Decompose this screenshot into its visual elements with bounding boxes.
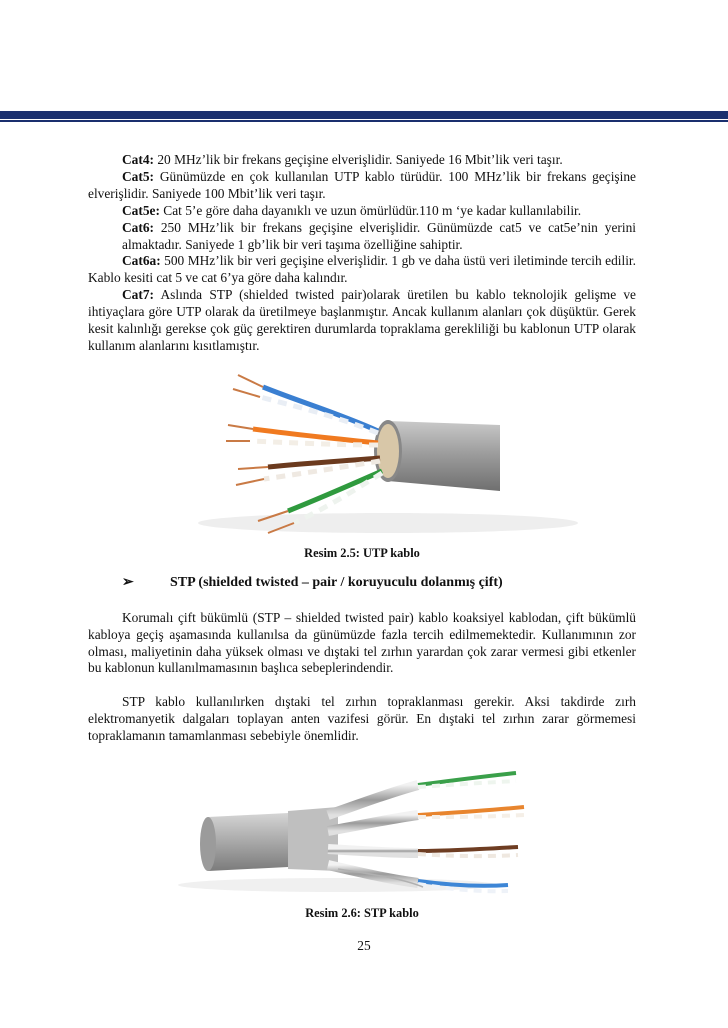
paragraph-cat5 bbox=[88, 169, 636, 203]
header-rule-thin bbox=[0, 120, 728, 122]
label-cat5: Cat5: bbox=[122, 168, 154, 184]
label-cat6a: Cat6a: bbox=[122, 253, 161, 269]
page-number: 25 bbox=[357, 938, 371, 953]
text-cat6a: 500 MHz’lik bir veri geçişine elverişlidir. 1 gb ve daha üstü veri iletiminde tercih edilir. Kablo kesiti cat 5 ve cat 6’ya göre daha kalındır. bbox=[88, 253, 636, 286]
stp-paragraph-1: Korumalı çift bükümlü (STP – shielded twisted pair) kablo koaksiyel kablodan, çift bükümlü kabloya geçiş aşamasında kullanılsa da günümüzde fazla tercih edilmemektedir. Kullanımının zor olması, maliyetinin daha yüksek olması ve dıştaki tel zırhın yarardan çok zarar vermesi gibi etkenler bu kablonun kullanılmamasının başlıca sebeplerindendir. bbox=[88, 609, 636, 676]
label-cat4: Cat4: bbox=[122, 152, 154, 167]
arrow-bullet-icon: ➢ bbox=[122, 574, 134, 590]
stp-cable-figure bbox=[88, 767, 636, 895]
stp-heading-text: STP (shielded twisted – pair / koruyuculu dolanmış çift) bbox=[170, 574, 503, 590]
stp-cable-image bbox=[88, 767, 636, 895]
paragraph-cat5e bbox=[88, 203, 636, 220]
figure-caption-stp: Resim 2.6: STP kablo bbox=[305, 906, 419, 921]
text-cat4: 20 MHz’lik bir frekans geçişine elverişlidir. Saniyede 16 Mbit’lik veri taşır. bbox=[153, 152, 563, 167]
label-cat7: Cat7: bbox=[122, 287, 154, 303]
paragraph-cat4 bbox=[88, 152, 636, 169]
text-cat5e: Cat 5’e göre daha dayanıklı ve uzun ömürlüdür.110 m ‘ye kadar kullanılabilir. bbox=[159, 202, 582, 218]
page-content bbox=[88, 152, 636, 922]
text-cat6: 250 MHz’lik bir frekans geçişine elverişlidir. Günümüzde cat5 ve cat5e’nin yerini almaktadır. Saniyede 1 gb’lik bir veri taşıma özelliğine sahiptir. bbox=[122, 219, 636, 252]
paragraph-spacer bbox=[88, 677, 636, 694]
label-cat5e: Cat5e: bbox=[122, 202, 160, 218]
text-cat7: Aslında STP (shielded twisted pair)olarak üretilen bu kablo teknolojik gelişme ve ihtiyaçlara göre UTP olarak da üretilmeye başlanmıştır. Ancak kullanım alanları çok düşüktür. Gerek kesit kalınlığı gerekse çok güç gerektiren durumlarda topraklama gerekliliği bu kablonun UTP olarak kullanım alanlarını kısıtlamıştır. bbox=[88, 287, 636, 353]
text-cat5: Günümüzde en çok kullanılan UTP kablo türüdür. 100 MHz’lik bir frekans geçişine elverişlidir. Saniyede 100 Mbit’lik veri taşır. bbox=[88, 168, 636, 201]
utp-cable-figure bbox=[88, 363, 636, 541]
stp-section-heading bbox=[88, 575, 636, 592]
stp-paragraph-2: STP kablo kullanılırken dıştaki tel zırhın topraklanması gerekir. Aksi takdirde zırh elektromanyetik dalgaları toplayan anten vazifesi görür. En dıştaki tel zırhın zarar görmemesi topraklamanın tamamlanması sebebiyle önemlidir. bbox=[88, 694, 636, 744]
paragraph-cat6 bbox=[88, 220, 636, 254]
figure-caption-utp: Resim 2.5: UTP kablo bbox=[304, 545, 420, 560]
label-cat6: Cat6: bbox=[122, 219, 154, 235]
header-rule bbox=[0, 111, 728, 119]
paragraph-cat6a bbox=[88, 253, 636, 287]
utp-cable-image bbox=[88, 363, 636, 541]
paragraph-cat7 bbox=[88, 287, 636, 355]
